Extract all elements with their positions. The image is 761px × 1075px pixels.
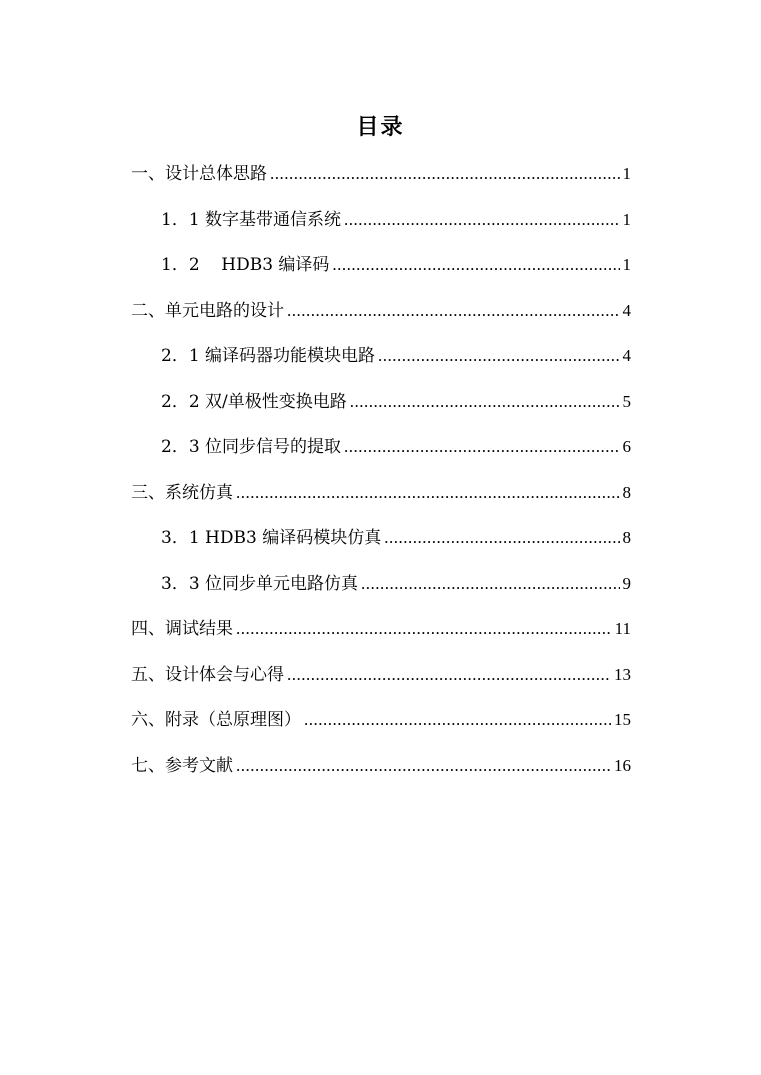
toc-dot-leader bbox=[236, 477, 620, 509]
toc-entry[interactable] bbox=[131, 568, 631, 614]
toc-entry-page: 9 bbox=[622, 573, 631, 593]
toc-entry-page: 1 bbox=[622, 164, 631, 183]
toc-entry-page: 4 bbox=[622, 346, 631, 365]
toc-entry[interactable] bbox=[131, 158, 631, 204]
toc-entry[interactable] bbox=[131, 340, 631, 386]
toc-dot-leader bbox=[350, 386, 620, 418]
toc-entry-label: 四、调试结果 bbox=[131, 619, 233, 639]
table-of-contents bbox=[131, 158, 631, 795]
toc-dot-leader bbox=[344, 431, 619, 463]
toc-entry-label: 3．3 位同步单元电路仿真 bbox=[161, 573, 359, 594]
toc-entry-page: 5 bbox=[622, 391, 631, 411]
toc-entry[interactable] bbox=[131, 613, 631, 659]
toc-dot-leader bbox=[236, 613, 612, 645]
toc-entry-page: 16 bbox=[614, 755, 631, 775]
toc-entry[interactable] bbox=[131, 704, 631, 750]
toc-dot-leader bbox=[378, 340, 619, 372]
toc-entry-page: 8 bbox=[622, 528, 631, 547]
toc-entry-label: 一、设计总体思路 bbox=[131, 164, 267, 184]
toc-entry-page: 4 bbox=[622, 300, 631, 320]
toc-dot-leader bbox=[304, 704, 611, 736]
toc-entry-label: 1．2 HDB3 编译码 bbox=[161, 255, 330, 275]
toc-entry[interactable] bbox=[131, 431, 631, 477]
toc-entry-page: 1 bbox=[622, 209, 631, 229]
toc-dot-leader bbox=[344, 204, 619, 236]
toc-dot-leader bbox=[287, 659, 611, 691]
toc-entry[interactable] bbox=[131, 386, 631, 432]
toc-title: 目录 bbox=[356, 114, 405, 140]
toc-entry-label: 2．2 双/单极性变换电路 bbox=[161, 391, 347, 412]
toc-entry[interactable] bbox=[131, 295, 631, 341]
toc-entry-page: 11 bbox=[614, 619, 631, 638]
toc-dot-leader bbox=[332, 249, 619, 281]
toc-entry-label: 3．1 HDB3 编译码模块仿真 bbox=[161, 528, 382, 548]
toc-entry-page: 6 bbox=[622, 437, 631, 456]
toc-entry[interactable] bbox=[131, 750, 631, 796]
toc-dot-leader bbox=[287, 295, 620, 327]
toc-entry[interactable] bbox=[131, 522, 631, 568]
toc-entry[interactable] bbox=[131, 204, 631, 250]
toc-entry[interactable] bbox=[131, 477, 631, 523]
toc-entry-page: 15 bbox=[614, 710, 631, 729]
toc-entry-label: 五、设计体会与心得 bbox=[131, 664, 284, 685]
toc-entry[interactable] bbox=[131, 659, 631, 705]
toc-entry-page: 13 bbox=[614, 664, 631, 684]
toc-entry-page: 1 bbox=[622, 255, 631, 274]
toc-entry-label: 2．3 位同步信号的提取 bbox=[161, 437, 342, 457]
toc-entry-label: 2．1 编译码器功能模块电路 bbox=[161, 346, 376, 366]
toc-dot-leader bbox=[384, 522, 619, 554]
toc-entry[interactable] bbox=[131, 249, 631, 295]
toc-dot-leader bbox=[270, 158, 620, 190]
toc-entry-label: 七、参考文献 bbox=[131, 755, 233, 776]
toc-entry-label: 二、单元电路的设计 bbox=[131, 300, 284, 321]
toc-entry-label: 1．1 数字基带通信系统 bbox=[161, 209, 342, 230]
toc-entry-label: 三、系统仿真 bbox=[131, 482, 233, 503]
toc-entry-page: 8 bbox=[622, 482, 631, 502]
toc-entry-label: 六、附录（总原理图） bbox=[131, 710, 301, 730]
toc-dot-leader bbox=[361, 568, 619, 600]
toc-dot-leader bbox=[236, 750, 611, 782]
